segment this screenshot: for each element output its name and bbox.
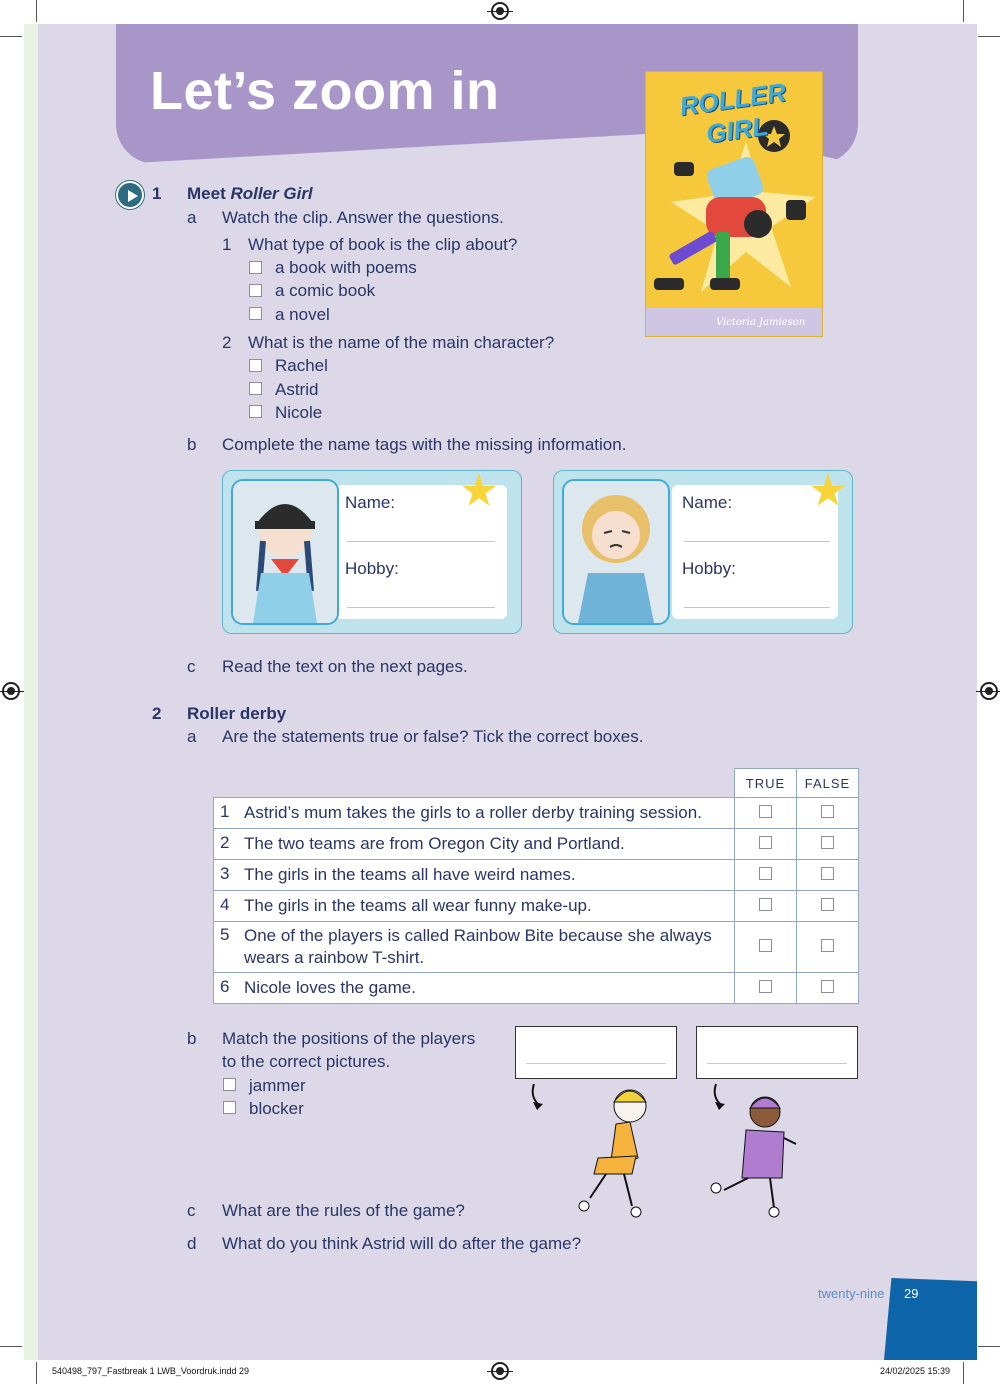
ex1c-letter: c (187, 657, 196, 676)
crop-mark (978, 36, 1000, 37)
crop-mark (978, 1346, 1000, 1347)
heading-italic: Roller Girl (230, 184, 313, 203)
name-tag-nicole (553, 470, 853, 634)
position-option-checkbox[interactable] (223, 1078, 236, 1091)
position-option-checkbox[interactable] (223, 1101, 236, 1114)
q1-option-checkbox[interactable] (249, 307, 262, 320)
false-cell[interactable] (797, 891, 859, 922)
crop-mark (36, 1362, 37, 1384)
skaters-illustration (520, 1078, 820, 1218)
exercise-2-number: 2 (152, 704, 162, 723)
name-label: Name: (345, 493, 396, 512)
crop-mark (0, 36, 22, 37)
position-option-label: jammer (249, 1076, 306, 1095)
ex1a-letter: a (187, 208, 197, 227)
row-number: 5 (220, 925, 230, 944)
registration-mark-icon (980, 682, 998, 700)
registration-mark-icon (2, 682, 20, 700)
table-row (214, 922, 859, 973)
statement-cell (214, 973, 735, 1004)
true-cell[interactable] (735, 891, 797, 922)
portrait-drawing (564, 481, 668, 623)
bleed-strip (24, 24, 38, 1360)
ex2c-letter: c (187, 1201, 196, 1220)
ex2b-instruction-line1: Match the positions of the players (222, 1029, 476, 1048)
print-slug-file: 540498_797_Fastbreak 1 LWB_Voordruk.indd 29 (52, 1366, 249, 1376)
q2-option-label: Rachel (275, 356, 328, 375)
true-checkbox[interactable] (759, 980, 772, 993)
false-cell[interactable] (797, 860, 859, 891)
table-row (214, 860, 859, 891)
page-number-words: twenty-nine (818, 1286, 885, 1301)
q1-option-label: a novel (275, 305, 330, 324)
table-corner (214, 769, 735, 798)
q2-number: 2 (222, 333, 232, 352)
crop-mark (36, 0, 37, 22)
page-title: Let’s zoom in (150, 61, 500, 121)
true-checkbox[interactable] (759, 805, 772, 818)
name-answer-line[interactable] (684, 541, 830, 542)
ex2a-letter: a (187, 727, 197, 746)
hobby-label: Hobby: (682, 559, 736, 578)
row-number: 3 (220, 864, 230, 883)
true-cell[interactable] (735, 829, 797, 860)
false-cell[interactable] (797, 922, 859, 973)
registration-mark-icon (491, 2, 509, 20)
name-answer-line[interactable] (347, 541, 495, 542)
table-row (214, 798, 859, 829)
false-cell[interactable] (797, 829, 859, 860)
ex1b-instruction: Complete the name tags with the missing information. (222, 435, 627, 454)
ex2b-instruction-line2: to the correct pictures. (222, 1052, 391, 1071)
crop-mark (0, 1346, 22, 1347)
true-checkbox[interactable] (759, 867, 772, 880)
false-checkbox[interactable] (821, 836, 834, 849)
statement-cell (214, 891, 735, 922)
row-text: The two teams are from Oregon City and Portland. (244, 834, 625, 853)
exercise-2-heading: Roller derby (187, 704, 287, 723)
hobby-answer-line[interactable] (347, 607, 495, 608)
q2-option-checkbox[interactable] (249, 382, 262, 395)
ex2b-letter: b (187, 1029, 197, 1048)
row-number: 1 (220, 802, 230, 821)
ex1b-letter: b (187, 435, 197, 454)
table-row (214, 891, 859, 922)
character-portrait-image (231, 479, 339, 625)
row-text: The girls in the teams all wear funny make-up. (244, 896, 592, 915)
q1-option-checkbox[interactable] (249, 284, 262, 297)
false-checkbox[interactable] (821, 898, 834, 911)
crop-mark (963, 0, 964, 22)
q1-option-label: a book with poems (275, 258, 417, 277)
registration-mark-icon (491, 1362, 509, 1380)
row-number: 2 (220, 833, 230, 852)
ex2d-instruction: What do you think Astrid will do after the game? (222, 1234, 582, 1253)
true-cell[interactable] (735, 860, 797, 891)
portrait-drawing (233, 481, 337, 623)
position-answer-box[interactable] (515, 1026, 677, 1079)
true-checkbox[interactable] (759, 898, 772, 911)
q2-option-label: Astrid (275, 380, 319, 399)
print-slug-date: 24/02/2025 15:39 (880, 1366, 951, 1376)
col-true-header: TRUE (735, 769, 797, 798)
q2-option-checkbox[interactable] (249, 405, 262, 418)
exercise-1-heading (187, 184, 313, 204)
q2-option-checkbox[interactable] (249, 359, 262, 372)
row-number: 4 (220, 895, 230, 914)
row-text: One of the players is called Rainbow Bite because she always wears a rainbow T-shirt. (244, 926, 712, 967)
position-answer-box[interactable] (696, 1026, 858, 1079)
false-checkbox[interactable] (821, 939, 834, 952)
ex2a-instruction: Are the statements true or false? Tick the correct boxes. (222, 727, 644, 746)
q1-text: What type of book is the clip about? (248, 235, 518, 254)
q1-number: 1 (222, 235, 232, 254)
hobby-label: Hobby: (345, 559, 399, 578)
table-row (214, 973, 859, 1004)
row-text: Nicole loves the game. (244, 978, 416, 997)
crop-mark (963, 1362, 964, 1384)
false-checkbox[interactable] (821, 980, 834, 993)
true-cell[interactable] (735, 922, 797, 973)
table-row (214, 829, 859, 860)
false-cell[interactable] (797, 798, 859, 829)
true-checkbox[interactable] (759, 939, 772, 952)
statement-cell (214, 798, 735, 829)
q1-option-checkbox[interactable] (249, 261, 262, 274)
row-text: The girls in the teams all have weird names. (244, 865, 576, 884)
cover-author: Victoria Jamieson (716, 317, 806, 328)
false-checkbox[interactable] (821, 805, 834, 818)
position-option-label: blocker (249, 1099, 304, 1118)
ex2c-instruction: What are the rules of the game? (222, 1201, 465, 1220)
true-cell[interactable] (735, 973, 797, 1004)
ex1a-instruction: Watch the clip. Answer the questions. (222, 208, 504, 227)
q2-text: What is the name of the main character? (248, 333, 555, 352)
page-number: 29 (904, 1286, 919, 1301)
statement-cell (214, 922, 735, 973)
exercise-1-number: 1 (152, 184, 162, 203)
statement-cell (214, 860, 735, 891)
row-text: Astrid’s mum takes the girls to a roller derby training session. (244, 803, 702, 822)
name-label: Name: (682, 493, 733, 512)
ex1c-instruction: Read the text on the next pages. (222, 657, 468, 676)
false-checkbox[interactable] (821, 867, 834, 880)
character-portrait-image (562, 479, 670, 625)
cover-title: ROLLER GIRL (677, 76, 788, 150)
row-number: 6 (220, 977, 230, 996)
ex2d-letter: d (187, 1234, 197, 1253)
heading-prefix: Meet (187, 184, 231, 203)
true-false-table (213, 768, 859, 1004)
q1-option-label: a comic book (275, 281, 376, 300)
true-cell[interactable] (735, 798, 797, 829)
play-video-button[interactable] (116, 181, 144, 209)
name-tag-astrid (222, 470, 522, 634)
q2-option-label: Nicole (275, 403, 323, 422)
page-number-tab (884, 1278, 977, 1360)
true-checkbox[interactable] (759, 836, 772, 849)
hobby-answer-line[interactable] (684, 607, 830, 608)
statement-cell (214, 829, 735, 860)
book-cover-image (645, 71, 823, 337)
false-cell[interactable] (797, 973, 859, 1004)
col-false-header: FALSE (797, 769, 859, 798)
